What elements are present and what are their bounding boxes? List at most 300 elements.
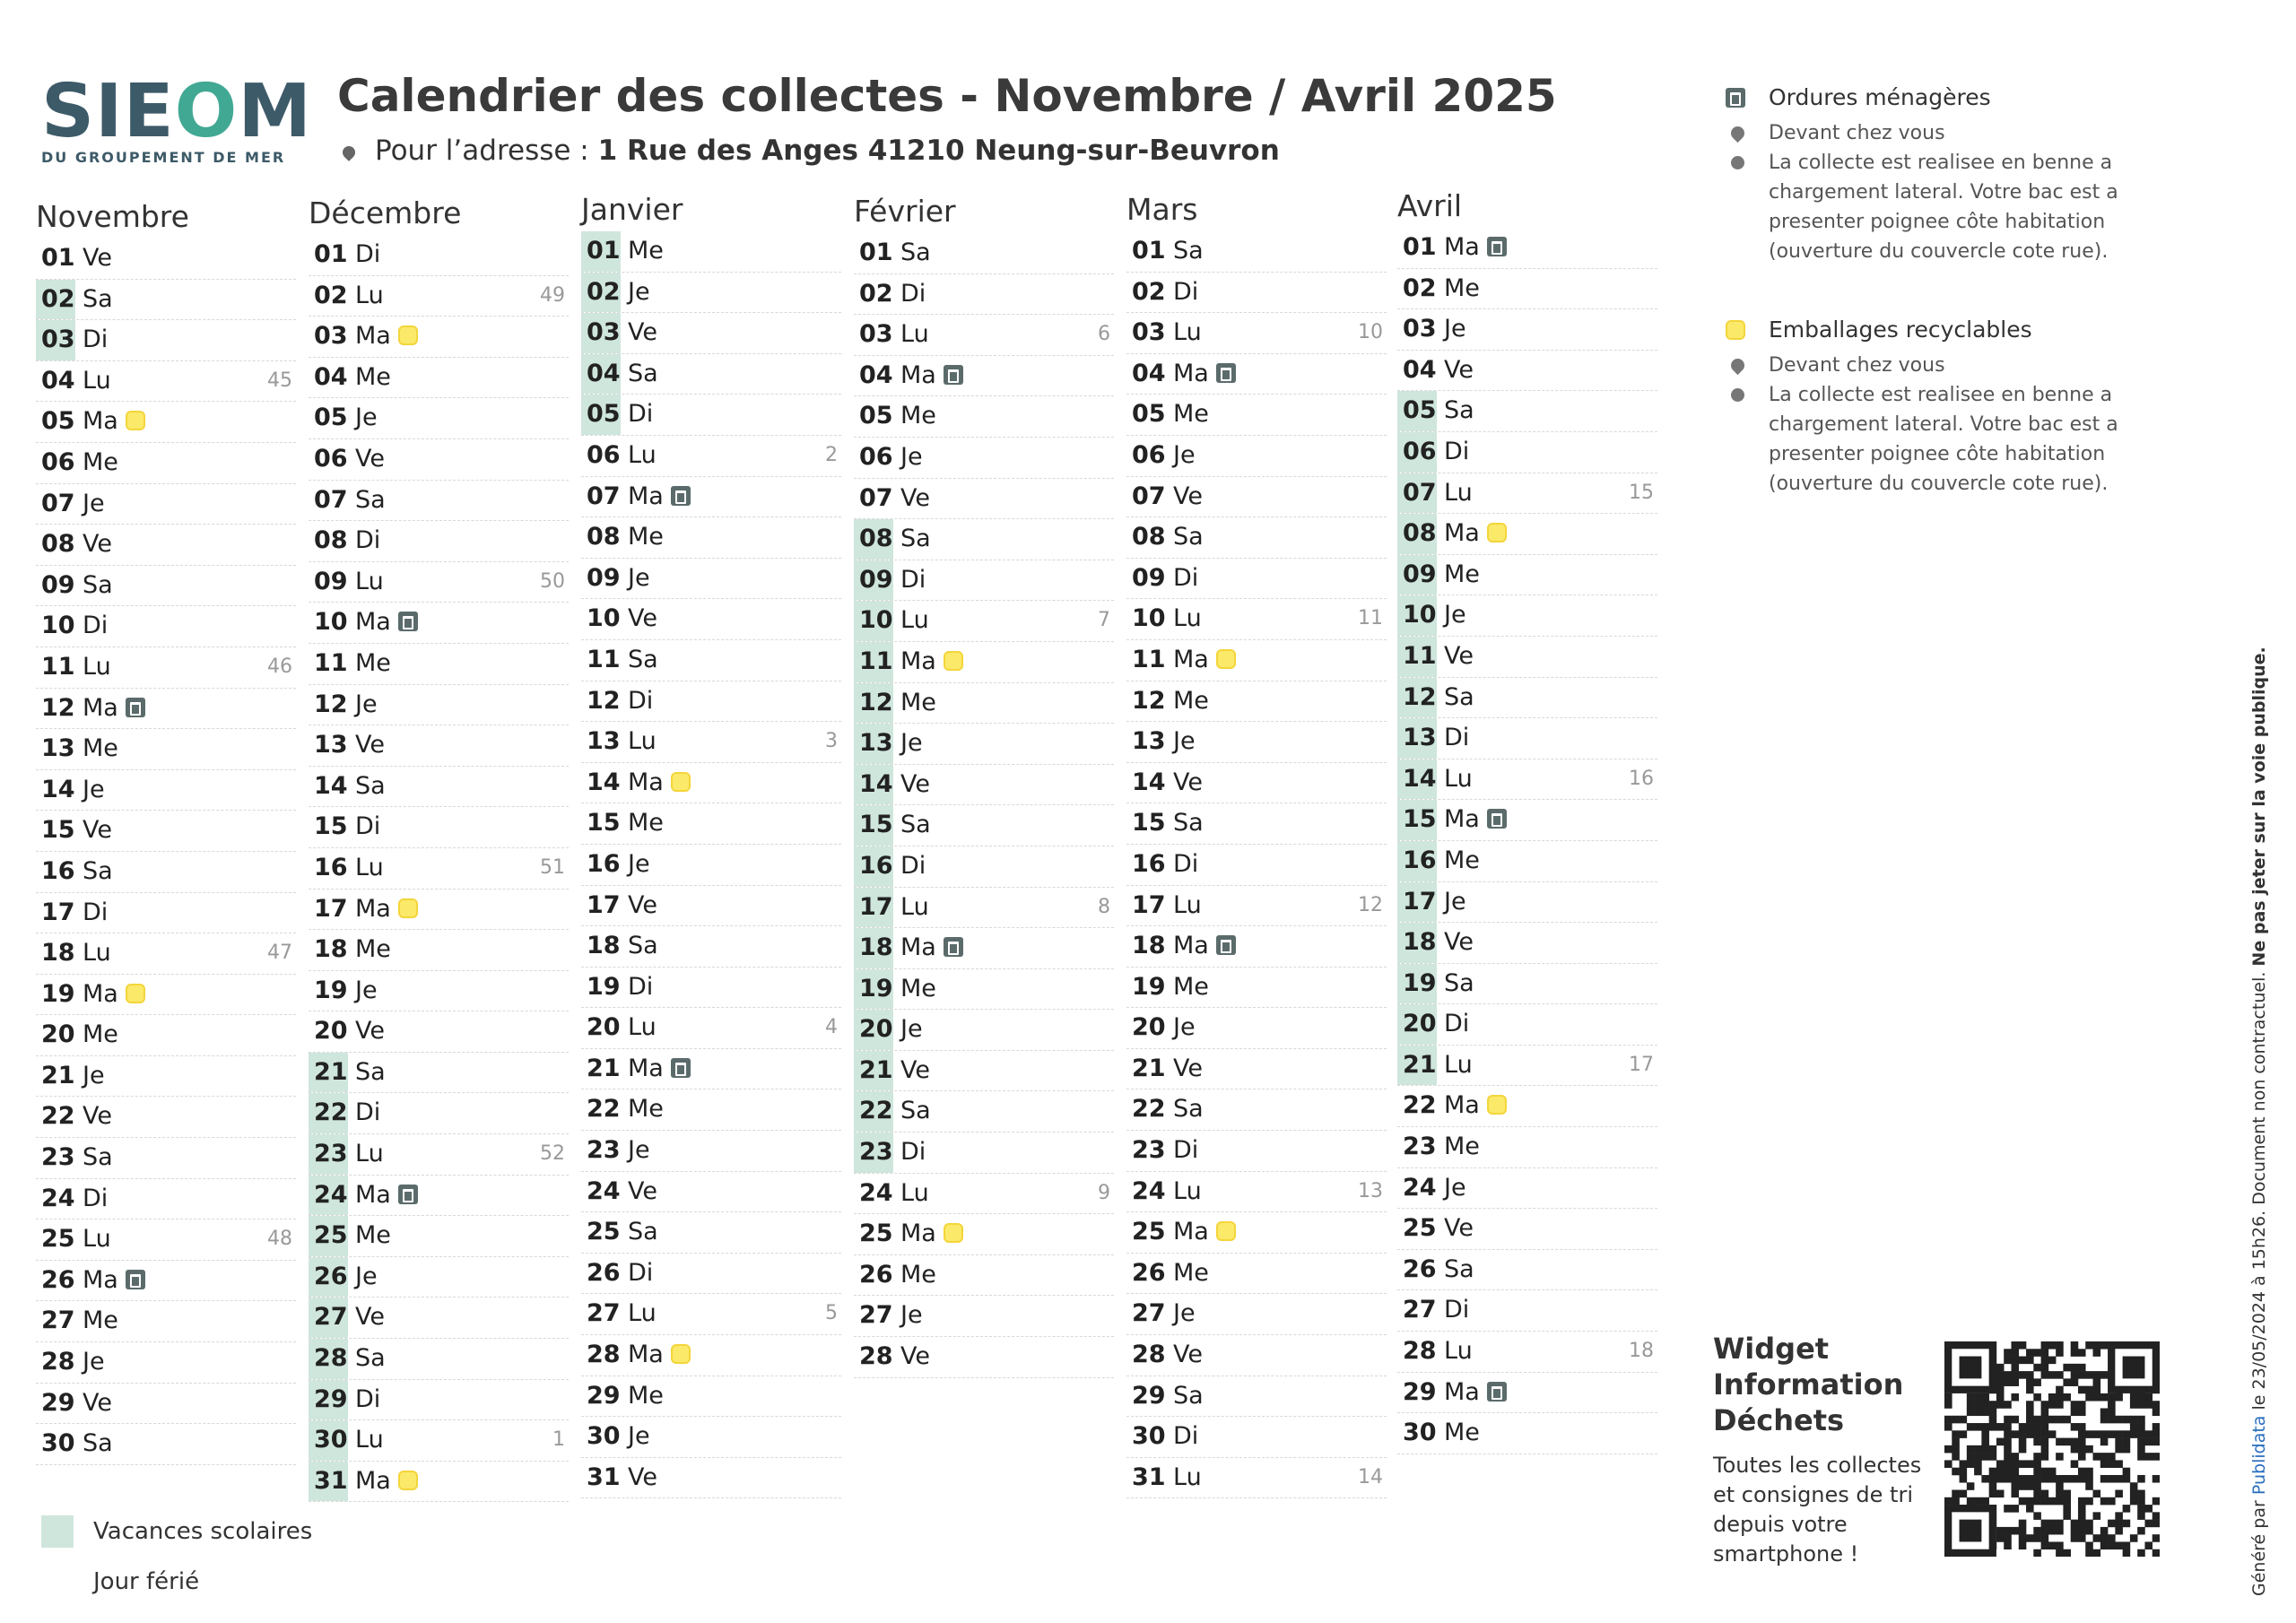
weekday: Lu [628, 1013, 657, 1042]
weekday: Je [1444, 601, 1466, 629]
address-line [343, 135, 1280, 167]
day-number: 18 [41, 939, 75, 968]
weekday: Ma [628, 1054, 664, 1082]
week-number: 15 [1629, 481, 1654, 504]
weekday: Ma [900, 360, 936, 389]
weekday: Je [83, 1348, 105, 1376]
day-row [581, 395, 841, 436]
legend-recyclables-where [1722, 351, 2152, 380]
day-row [309, 848, 569, 890]
day-number: 20 [1403, 1010, 1437, 1038]
day-number: 12 [587, 686, 621, 715]
day-number: 28 [41, 1348, 75, 1376]
day-number: 06 [314, 444, 348, 473]
day-number: 05 [1132, 400, 1166, 429]
trash-bin-icon [126, 1270, 145, 1289]
day-number: 13 [41, 734, 75, 763]
weekday: Ma [355, 1180, 391, 1209]
month-name: Janvier [581, 192, 683, 227]
weekday: Ma [1173, 932, 1209, 960]
day-row [36, 1261, 296, 1302]
trash-bin-icon [126, 698, 145, 717]
weekday: Di [1444, 1010, 1470, 1038]
weekday: Sa [1444, 968, 1474, 997]
day-row [854, 479, 1114, 520]
day-row [581, 1212, 841, 1254]
weekday: Je [83, 1061, 105, 1089]
month-name: Décembre [309, 195, 462, 230]
week-number: 11 [1358, 607, 1383, 630]
day-number: 28 [859, 1342, 893, 1371]
day-row [36, 566, 296, 607]
day-number: 26 [41, 1265, 75, 1294]
weekday: Je [355, 690, 378, 718]
weekday: Je [628, 1136, 650, 1165]
day-row [1397, 432, 1657, 473]
weekday: Je [900, 442, 923, 471]
day-row [309, 1053, 569, 1094]
weekday: Je [83, 489, 105, 517]
day-row [36, 1056, 296, 1098]
weekday: Di [900, 1138, 926, 1167]
day-number: 20 [41, 1020, 75, 1049]
weekday: Ve [900, 769, 930, 798]
day-number: 24 [587, 1176, 621, 1205]
recycling-bin-icon [126, 984, 145, 1003]
weekday: Me [900, 974, 936, 1002]
day-row [1397, 309, 1657, 351]
day-number: 20 [314, 1017, 348, 1046]
sieom-logo [41, 69, 312, 166]
day-number: 07 [859, 483, 893, 512]
weekday: Lu [355, 1140, 384, 1168]
qr-code-icon[interactable] [1944, 1341, 2160, 1557]
legend-recyclables [1722, 309, 2152, 351]
weekday: Lu [1444, 764, 1473, 793]
weekday: Je [628, 849, 650, 878]
day-number: 23 [41, 1143, 75, 1172]
day-row [581, 1417, 841, 1458]
trash-bin-icon [1487, 1382, 1507, 1402]
day-number: 15 [41, 816, 75, 845]
day-number: 29 [1132, 1381, 1166, 1410]
day-row [309, 930, 569, 971]
day-row [854, 1255, 1114, 1297]
weekday: Di [355, 240, 381, 268]
day-row [309, 1380, 569, 1421]
day-row [854, 724, 1114, 765]
widget-title-line: Widget [1713, 1332, 1830, 1366]
week-number: 3 [825, 730, 838, 753]
recycling-bin-icon [126, 411, 145, 430]
day-row [1126, 1294, 1387, 1335]
weekday: Je [900, 1015, 923, 1044]
day-number: 05 [314, 404, 348, 432]
weekday: Ma [900, 933, 936, 962]
day-row [1397, 1332, 1657, 1373]
day-number: 27 [41, 1306, 75, 1335]
weekday: Me [83, 734, 118, 763]
day-number: 09 [859, 565, 893, 594]
day-number: 05 [587, 400, 621, 429]
weekday: Lu [900, 320, 929, 349]
day-number: 16 [587, 849, 621, 878]
recycling-bin-icon [1216, 649, 1236, 669]
weekday: Sa [1444, 1254, 1474, 1283]
weekday: Ve [355, 731, 385, 759]
weekday: Je [628, 1422, 650, 1451]
day-row [1126, 763, 1387, 804]
trash-bin-icon [671, 486, 691, 506]
weekday: Ma [1444, 1091, 1480, 1120]
weekday: Lu [1173, 890, 1202, 919]
weekday: Me [628, 809, 664, 838]
week-number: 46 [267, 655, 292, 678]
weekday: Je [1444, 887, 1466, 916]
day-row [36, 1015, 296, 1056]
weekday: Me [1444, 560, 1480, 588]
day-number: 06 [1132, 440, 1166, 469]
day-row [309, 562, 569, 603]
day-number: 21 [1132, 1054, 1166, 1082]
weekday: Di [628, 972, 654, 1001]
legend-ordures-desc-text: La collecte est realisee en benne a chargement lateral. Votre bac est a presenter poignee côte habitation (ouverture du couvercle cote rue). [1769, 152, 2118, 263]
day-row [309, 1257, 569, 1298]
weekday: Ve [1173, 482, 1203, 510]
day-row [1397, 1373, 1657, 1414]
day-number: 10 [1132, 604, 1166, 633]
weekday: Ve [628, 318, 657, 347]
weekday: Lu [628, 1299, 657, 1328]
day-number: 01 [314, 240, 348, 268]
week-number: 4 [825, 1016, 838, 1039]
day-row [1126, 1417, 1387, 1458]
weekday: Ve [628, 1176, 657, 1205]
day-row [36, 689, 296, 730]
weekday: Di [355, 1098, 381, 1127]
weekday: Je [1173, 1013, 1196, 1042]
weekday: Ma [355, 322, 391, 351]
day-row [1397, 800, 1657, 841]
day-number: 01 [1403, 233, 1437, 261]
day-row [1397, 1046, 1657, 1087]
day-row [581, 763, 841, 804]
weekday: Sa [355, 485, 386, 514]
legend-vacances [41, 1506, 312, 1557]
day-number: 22 [1132, 1095, 1166, 1124]
weekday: Di [1173, 277, 1199, 306]
weekday: Me [355, 362, 391, 391]
weekday: Di [1173, 1136, 1199, 1165]
day-row [1126, 681, 1387, 723]
day-row [854, 969, 1114, 1011]
weekday: Me [1173, 400, 1209, 429]
day-row [854, 1133, 1114, 1174]
day-number: 12 [859, 688, 893, 716]
weekday: Lu [900, 892, 929, 921]
day-row [581, 1458, 841, 1499]
weekday: Je [1173, 1299, 1196, 1328]
day-row [581, 681, 841, 723]
day-number: 04 [587, 359, 621, 387]
day-number: 06 [1403, 437, 1437, 465]
day-number: 05 [41, 407, 75, 436]
day-row [309, 235, 569, 276]
address-label: Pour l’adresse : [375, 135, 589, 167]
weekday: Je [355, 1262, 378, 1290]
day-row [581, 517, 841, 559]
day-number: 25 [587, 1218, 621, 1246]
weekday: Di [83, 325, 109, 354]
logo-wordmark: SIEOM [41, 69, 312, 154]
weekday: Ma [1173, 359, 1209, 387]
day-number: 25 [1403, 1214, 1437, 1243]
day-row [581, 845, 841, 886]
day-row [36, 484, 296, 525]
day-row [854, 1296, 1114, 1337]
collection-legend [1722, 77, 2152, 499]
day-row [1397, 923, 1657, 964]
day-row [1126, 640, 1387, 681]
weekday: Je [900, 1301, 923, 1330]
widget-promo [1713, 1331, 1955, 1569]
day-number: 26 [1403, 1254, 1437, 1283]
day-row [36, 811, 296, 852]
weekday: Ve [1173, 1341, 1203, 1369]
widget-title-line: Information [1713, 1367, 1904, 1402]
weekday: Me [1444, 273, 1480, 302]
day-number: 03 [587, 318, 621, 347]
day-row [1126, 559, 1387, 600]
clock-icon [1731, 156, 1744, 169]
day-number: 04 [41, 366, 75, 395]
day-number: 30 [314, 1426, 348, 1454]
day-row [1397, 678, 1657, 719]
weekday: Je [355, 976, 378, 1004]
day-number: 17 [859, 892, 893, 921]
weekday: Ma [1444, 519, 1480, 548]
day-number: 23 [859, 1138, 893, 1167]
weekday: Sa [900, 811, 931, 839]
day-row [1126, 926, 1387, 968]
day-row [1397, 514, 1657, 555]
day-row [854, 765, 1114, 806]
weekday: Sa [355, 1344, 386, 1373]
weekday: Me [1444, 1419, 1480, 1447]
day-row [36, 443, 296, 484]
weekday: Ve [1173, 1054, 1203, 1082]
day-row [309, 276, 569, 317]
day-row [309, 521, 569, 562]
day-row [581, 436, 841, 477]
week-number: 5 [825, 1302, 838, 1325]
day-number: 11 [587, 645, 621, 673]
day-row [36, 729, 296, 770]
day-row [1126, 1335, 1387, 1376]
day-row [36, 1424, 296, 1465]
week-number: 9 [1098, 1181, 1110, 1204]
day-number: 30 [41, 1429, 75, 1458]
weekday: Me [1173, 1258, 1209, 1287]
weekday: Ve [900, 1055, 930, 1084]
weekday: Sa [900, 1097, 931, 1125]
week-number: 1 [552, 1428, 565, 1452]
day-number: 13 [587, 727, 621, 756]
day-row [1397, 595, 1657, 637]
weekday: Lu [83, 1225, 111, 1254]
weekday: Je [355, 404, 378, 432]
day-row [1397, 228, 1657, 269]
day-row [854, 1091, 1114, 1133]
day-number: 07 [314, 485, 348, 514]
day-number: 29 [1403, 1377, 1437, 1406]
week-number: 8 [1098, 895, 1110, 918]
day-number: 10 [587, 604, 621, 633]
day-row [854, 396, 1114, 438]
weekday: Lu [900, 606, 929, 635]
day-number: 18 [1132, 932, 1166, 960]
day-row [309, 1420, 569, 1462]
day-number: 24 [1403, 1173, 1437, 1202]
day-row [854, 1010, 1114, 1051]
day-row [581, 1172, 841, 1213]
day-number: 11 [1132, 645, 1166, 673]
trash-bin-icon [1487, 237, 1507, 256]
day-row [581, 1008, 841, 1049]
weekday: Ve [83, 816, 112, 845]
day-number: 18 [1403, 928, 1437, 957]
weekday: Ma [628, 768, 664, 796]
week-number: 2 [825, 443, 838, 466]
legend-ferie [41, 1557, 312, 1607]
day-number: 08 [41, 530, 75, 559]
day-row [581, 231, 841, 273]
day-number: 19 [1403, 968, 1437, 997]
day-number: 08 [1132, 523, 1166, 551]
weekday: Sa [628, 1218, 658, 1246]
day-number: 10 [314, 608, 348, 637]
weekday: Me [1444, 1133, 1480, 1161]
day-row [581, 640, 841, 681]
day-row [1126, 1254, 1387, 1295]
day-row [854, 846, 1114, 888]
day-number: 17 [1132, 890, 1166, 919]
clock-icon [1731, 388, 1744, 402]
weekday: Di [83, 1184, 109, 1212]
trash-bin-icon [1726, 88, 1745, 108]
day-row [854, 683, 1114, 725]
day-row [1397, 882, 1657, 924]
trash-bin-icon [671, 1058, 691, 1078]
day-number: 24 [1132, 1176, 1166, 1205]
weekday: Me [900, 402, 936, 430]
day-number: 04 [314, 362, 348, 391]
weekday: Sa [83, 570, 113, 599]
month-name: Mars [1126, 192, 1198, 227]
day-number: 18 [587, 932, 621, 960]
weekday: Di [900, 279, 926, 308]
day-row [1126, 1458, 1387, 1499]
day-row [1126, 313, 1387, 354]
weekday: Me [355, 935, 391, 964]
day-row [36, 1384, 296, 1425]
day-number: 20 [859, 1015, 893, 1044]
day-row [1126, 722, 1387, 763]
day-number: 30 [587, 1422, 621, 1451]
weekday: Me [83, 1306, 118, 1335]
day-number: 19 [859, 974, 893, 1002]
legend-vacances-label: Vacances scolaires [93, 1518, 313, 1545]
location-pin-icon [1728, 356, 1747, 375]
weekday: Lu [1173, 1176, 1202, 1205]
month-name: Février [854, 194, 956, 229]
day-number: 26 [587, 1258, 621, 1287]
day-number: 21 [314, 1057, 348, 1086]
weekday: Je [1444, 1173, 1466, 1202]
weekday: Di [355, 812, 381, 841]
day-row [1397, 1413, 1657, 1454]
day-row [581, 1049, 841, 1090]
day-number: 22 [41, 1102, 75, 1131]
day-row [1126, 1008, 1387, 1049]
day-number: 15 [859, 811, 893, 839]
day-number: 26 [859, 1260, 893, 1289]
day-row [1126, 354, 1387, 395]
day-number: 11 [859, 647, 893, 675]
weekday: Sa [1173, 809, 1204, 838]
day-number: 10 [41, 612, 75, 640]
day-number: 11 [1403, 641, 1437, 670]
day-number: 02 [1132, 277, 1166, 306]
day-row [1397, 1127, 1657, 1168]
recycling-bin-icon [398, 325, 418, 345]
weekday: Di [1173, 563, 1199, 592]
day-number: 16 [1132, 849, 1166, 878]
weekday: Ve [83, 1388, 112, 1417]
day-row [1126, 845, 1387, 886]
weekday: Ve [1444, 1214, 1474, 1243]
day-number: 15 [314, 812, 348, 841]
day-number: 05 [859, 402, 893, 430]
day-number: 02 [1403, 273, 1437, 302]
widget-desc-line: depuis votre [1713, 1512, 1848, 1537]
day-row [1397, 555, 1657, 596]
recycling-bin-icon [944, 651, 963, 671]
week-number: 14 [1358, 1465, 1383, 1488]
day-number: 12 [41, 693, 75, 722]
day-row [581, 559, 841, 600]
day-number: 01 [1132, 237, 1166, 265]
day-number: 17 [314, 894, 348, 923]
weekday: Me [1444, 846, 1480, 874]
day-number: 27 [1403, 1296, 1437, 1324]
widget-desc-line: smartphone ! [1713, 1541, 1859, 1567]
page-title: Calendrier des collectes - Novembre / Avril 2025 [337, 70, 1557, 122]
day-row [36, 1219, 296, 1261]
weekday: Di [1173, 1422, 1199, 1451]
day-number: 25 [41, 1225, 75, 1254]
weekday: Sa [1173, 237, 1204, 265]
day-number: 11 [41, 652, 75, 681]
side-bold: Ne pas jeter sur la voie publique. [2249, 647, 2269, 967]
day-number: 28 [314, 1344, 348, 1373]
weekday: Di [628, 400, 654, 429]
weekday: Di [355, 1384, 381, 1413]
weekday: Di [1444, 724, 1470, 752]
weekday: Lu [355, 1426, 384, 1454]
day-number: 28 [1403, 1337, 1437, 1366]
day-number: 01 [41, 244, 75, 272]
